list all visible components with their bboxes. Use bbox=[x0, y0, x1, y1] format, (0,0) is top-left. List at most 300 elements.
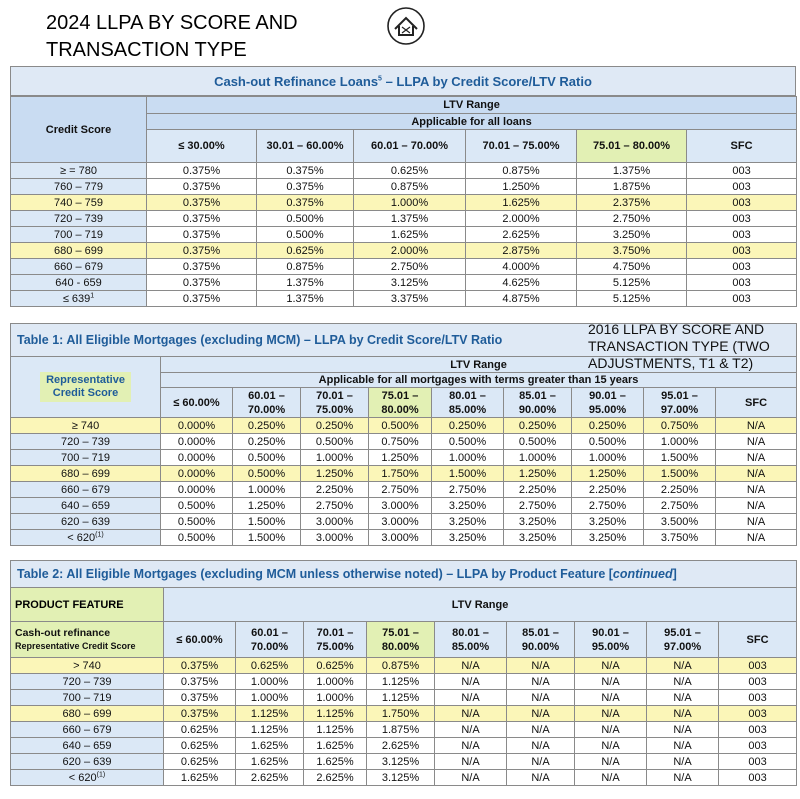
value-cell: 3.250% bbox=[432, 498, 504, 514]
value-cell: 0.000% bbox=[161, 418, 233, 434]
value-cell: N/A bbox=[647, 658, 719, 674]
table-row bbox=[11, 530, 797, 546]
table-b-col-header bbox=[301, 388, 369, 418]
table-a-value-cell: 0.875% bbox=[354, 179, 466, 195]
value-cell: 1.125% bbox=[304, 706, 367, 722]
table-a-row bbox=[11, 211, 797, 227]
table-c-col-header-line-1: 70.01 – bbox=[316, 626, 354, 639]
page-title-line-1: 2024 LLPA BY SCORE AND bbox=[46, 12, 298, 34]
score-sup: (1) bbox=[96, 770, 106, 778]
table-a-value-cell: 0.375% bbox=[147, 211, 257, 227]
table-c-col-header-line-2: 97.00% bbox=[663, 640, 702, 653]
table-b-col-header bbox=[233, 388, 301, 418]
value-cell: 0.000% bbox=[161, 434, 233, 450]
table-c bbox=[10, 560, 797, 786]
value-cell: 1.625% bbox=[236, 738, 304, 754]
score-cell bbox=[11, 466, 161, 482]
table-row bbox=[11, 498, 797, 514]
table-a-value-cell: 003 bbox=[687, 195, 797, 211]
rep-header-line-1: Representative bbox=[46, 374, 125, 386]
value-cell: 003 bbox=[719, 690, 797, 706]
score-label: 680 – 699 bbox=[61, 467, 110, 480]
value-cell: 0.375% bbox=[164, 658, 236, 674]
table-b-col-header bbox=[572, 388, 644, 418]
score-cell bbox=[11, 450, 161, 466]
table-b-col-header bbox=[644, 388, 716, 418]
value-cell: N/A bbox=[435, 674, 507, 690]
table-a-value-cell: 2.875% bbox=[466, 243, 577, 259]
value-cell: N/A bbox=[716, 418, 797, 434]
table-a-value-cell: 3.250% bbox=[577, 227, 687, 243]
table-a-col-header: SFC bbox=[687, 130, 797, 163]
table-a-value-cell: 1.250% bbox=[466, 179, 577, 195]
rep-score-label: Representative Credit Score bbox=[15, 640, 136, 651]
table-a-value-cell: 003 bbox=[687, 211, 797, 227]
table-a-score-cell bbox=[11, 227, 147, 243]
product-feature-header: PRODUCT FEATURE bbox=[11, 588, 164, 622]
table-row bbox=[11, 482, 797, 498]
value-cell: 2.625% bbox=[304, 770, 367, 786]
table-b-col-header-line-2: 75.00% bbox=[315, 403, 354, 416]
value-cell: 2.750% bbox=[301, 498, 369, 514]
table-c-col-header-line-2: 70.00% bbox=[250, 640, 289, 653]
overlay-note-line-2: TRANSACTION TYPE (TWO bbox=[588, 338, 770, 354]
table-b-col-header-line-1: 95.01 – bbox=[661, 389, 698, 402]
table-b-col-header-line-1: 75.01 – bbox=[381, 389, 419, 402]
table-a-value-cell: 0.375% bbox=[147, 179, 257, 195]
score-cell bbox=[11, 738, 164, 754]
value-cell: 1.000% bbox=[504, 450, 572, 466]
table-a-value-cell: 1.875% bbox=[577, 179, 687, 195]
table-b-col-header bbox=[369, 388, 432, 418]
value-cell: 2.250% bbox=[572, 482, 644, 498]
value-cell: 1.000% bbox=[304, 674, 367, 690]
table-b-ltv-range-header: LTV Range bbox=[161, 357, 797, 373]
table-b-col-header-line-1: 80.01 – bbox=[449, 389, 486, 402]
value-cell: 1.500% bbox=[432, 466, 504, 482]
table-b-col-header bbox=[504, 388, 572, 418]
table-b-col-header bbox=[432, 388, 504, 418]
value-cell: 2.250% bbox=[301, 482, 369, 498]
value-cell: 1.750% bbox=[369, 466, 432, 482]
table-a-value-cell: 4.750% bbox=[577, 259, 687, 275]
value-cell: 0.500% bbox=[504, 434, 572, 450]
table-b-col-header-line-1: 90.01 – bbox=[589, 389, 626, 402]
overlay-note-2016 bbox=[588, 321, 770, 372]
table-row bbox=[11, 418, 797, 434]
value-cell: N/A bbox=[435, 770, 507, 786]
value-cell: N/A bbox=[507, 738, 575, 754]
table-a-value-cell: 0.500% bbox=[257, 227, 354, 243]
value-cell: 003 bbox=[719, 770, 797, 786]
value-cell: 0.375% bbox=[164, 706, 236, 722]
score-label: 740 – 759 bbox=[54, 196, 103, 209]
value-cell: 003 bbox=[719, 722, 797, 738]
cashout-label: Cash-out refinance bbox=[15, 626, 111, 639]
table-a-value-cell: 1.000% bbox=[354, 195, 466, 211]
value-cell: 1.000% bbox=[233, 482, 301, 498]
value-cell: 3.500% bbox=[644, 514, 716, 530]
value-cell: 1.125% bbox=[367, 690, 435, 706]
table-c-col-header-line-2: 80.00% bbox=[381, 640, 420, 653]
table-b-caption: Table 1: All Eligible Mortgages (excluding MCM) – LLPA by Credit Score/LTV Ratio bbox=[11, 324, 797, 357]
rep-credit-score-header bbox=[11, 357, 161, 418]
value-cell: 3.250% bbox=[504, 530, 572, 546]
score-label: < 620 bbox=[68, 771, 97, 784]
table-b-col-header-line-2: 97.00% bbox=[660, 403, 699, 416]
table-a-value-cell: 2.000% bbox=[466, 211, 577, 227]
table-c-col-header bbox=[164, 622, 236, 658]
value-cell: N/A bbox=[647, 674, 719, 690]
table-a-value-cell: 003 bbox=[687, 179, 797, 195]
table-a-value-cell: 2.625% bbox=[466, 227, 577, 243]
value-cell: N/A bbox=[507, 658, 575, 674]
value-cell: 3.125% bbox=[367, 754, 435, 770]
table-a-score-cell bbox=[11, 163, 147, 179]
value-cell: 1.250% bbox=[369, 450, 432, 466]
value-cell: 003 bbox=[719, 706, 797, 722]
value-cell: 0.250% bbox=[432, 418, 504, 434]
cashout-rep-score-header bbox=[11, 622, 164, 658]
table-a-score-cell bbox=[11, 211, 147, 227]
table-2-product-feature bbox=[10, 560, 796, 786]
value-cell: N/A bbox=[435, 690, 507, 706]
value-cell: 0.500% bbox=[233, 450, 301, 466]
value-cell: 0.250% bbox=[572, 418, 644, 434]
house-logo-icon bbox=[386, 6, 426, 46]
value-cell: 1.625% bbox=[236, 754, 304, 770]
table-c-ltv-range-header: LTV Range bbox=[164, 588, 797, 622]
table-b-col-header-line-1: 85.01 – bbox=[519, 389, 556, 402]
value-cell: N/A bbox=[435, 754, 507, 770]
table-a-value-cell: 0.375% bbox=[147, 291, 257, 307]
table-b-col-header bbox=[716, 388, 797, 418]
value-cell: N/A bbox=[575, 722, 647, 738]
value-cell: N/A bbox=[647, 690, 719, 706]
score-label: 700 – 719 bbox=[61, 451, 110, 464]
table-a-value-cell: 1.375% bbox=[577, 163, 687, 179]
table-a-value-cell: 0.625% bbox=[257, 243, 354, 259]
table-b-col-header-line-2: 90.00% bbox=[518, 403, 557, 416]
overlay-note-line-3: ADJUSTMENTS, T1 & T2) bbox=[588, 355, 754, 371]
table-a-value-cell: 003 bbox=[687, 243, 797, 259]
value-cell: 003 bbox=[719, 738, 797, 754]
value-cell: N/A bbox=[647, 754, 719, 770]
value-cell: 0.500% bbox=[432, 434, 504, 450]
table-row bbox=[11, 450, 797, 466]
score-cell bbox=[11, 690, 164, 706]
table-a-caption-sup: 5 bbox=[378, 75, 382, 83]
table-a-value-cell: 2.000% bbox=[354, 243, 466, 259]
value-cell: 1.625% bbox=[304, 754, 367, 770]
table-a-value-cell: 003 bbox=[687, 259, 797, 275]
value-cell: N/A bbox=[647, 722, 719, 738]
table-a-value-cell: 003 bbox=[687, 275, 797, 291]
table-a-value-cell: 1.375% bbox=[354, 211, 466, 227]
table-a-col-header: 60.01 – 70.00% bbox=[354, 130, 466, 163]
value-cell: 0.000% bbox=[161, 466, 233, 482]
score-sup: (1) bbox=[95, 530, 104, 538]
value-cell: 1.250% bbox=[572, 466, 644, 482]
score-cell bbox=[11, 658, 164, 674]
table-b-col-header-line-1: 70.01 – bbox=[316, 389, 353, 402]
score-label: 720 – 739 bbox=[62, 675, 112, 688]
table-a-score-cell bbox=[11, 195, 147, 211]
value-cell: 0.500% bbox=[233, 466, 301, 482]
value-cell: 1.000% bbox=[572, 450, 644, 466]
overlay-note-line-1: 2016 LLPA BY SCORE AND bbox=[588, 321, 765, 337]
value-cell: 003 bbox=[719, 674, 797, 690]
value-cell: N/A bbox=[575, 770, 647, 786]
value-cell: 0.875% bbox=[367, 658, 435, 674]
table-c-col-header-line-1: 85.01 – bbox=[522, 626, 559, 639]
table-row bbox=[11, 706, 797, 722]
table-c-col-header bbox=[367, 622, 435, 658]
table-b-col-header-line-1: ≤ 60.00% bbox=[173, 396, 220, 409]
value-cell: 003 bbox=[719, 658, 797, 674]
table-a-value-cell: 1.625% bbox=[466, 195, 577, 211]
value-cell: N/A bbox=[716, 514, 797, 530]
table-a-row bbox=[11, 179, 797, 195]
table-c-col-header-line-1: 90.01 – bbox=[592, 626, 629, 639]
value-cell: 3.250% bbox=[432, 530, 504, 546]
value-cell: 0.750% bbox=[644, 418, 716, 434]
value-cell: 0.250% bbox=[504, 418, 572, 434]
table-b-col-header-line-1: 60.01 – bbox=[248, 389, 285, 402]
table-a-score-cell bbox=[11, 259, 147, 275]
table-a-value-cell: 3.750% bbox=[577, 243, 687, 259]
value-cell: N/A bbox=[575, 738, 647, 754]
score-cell bbox=[11, 722, 164, 738]
value-cell: 1.000% bbox=[301, 450, 369, 466]
table-a-value-cell: 003 bbox=[687, 291, 797, 307]
score-cell bbox=[11, 482, 161, 498]
value-cell: 1.625% bbox=[304, 738, 367, 754]
table-a-row bbox=[11, 275, 797, 291]
score-cell bbox=[11, 770, 164, 786]
value-cell: 2.625% bbox=[367, 738, 435, 754]
value-cell: 3.000% bbox=[301, 530, 369, 546]
score-label: ≤ 639 bbox=[62, 292, 91, 305]
score-cell bbox=[11, 706, 164, 722]
score-cell bbox=[11, 514, 161, 530]
value-cell: 0.625% bbox=[164, 722, 236, 738]
score-cell bbox=[11, 434, 161, 450]
table-a bbox=[10, 96, 797, 307]
value-cell: 0.375% bbox=[164, 674, 236, 690]
table-c-caption bbox=[11, 561, 797, 588]
table-c-col-header-line-1: 80.01 – bbox=[452, 626, 489, 639]
value-cell: N/A bbox=[647, 738, 719, 754]
table-a-value-cell: 3.375% bbox=[354, 291, 466, 307]
table-a-value-cell: 0.875% bbox=[466, 163, 577, 179]
value-cell: N/A bbox=[575, 690, 647, 706]
value-cell: 2.750% bbox=[572, 498, 644, 514]
value-cell: N/A bbox=[435, 658, 507, 674]
value-cell: 2.750% bbox=[644, 498, 716, 514]
value-cell: 1.125% bbox=[304, 722, 367, 738]
value-cell: 1.500% bbox=[233, 514, 301, 530]
score-label: 620 – 639 bbox=[61, 515, 110, 528]
table-c-caption-text: Table 2: All Eligible Mortgages (excluding MCM unless otherwise noted) – LLPA by Product Feature [ bbox=[17, 567, 613, 581]
score-label: < 620 bbox=[67, 531, 96, 544]
value-cell: 1.250% bbox=[233, 498, 301, 514]
table-a-value-cell: 0.375% bbox=[147, 243, 257, 259]
table-a-value-cell: 0.375% bbox=[147, 275, 257, 291]
value-cell: N/A bbox=[716, 498, 797, 514]
value-cell: 1.000% bbox=[432, 450, 504, 466]
value-cell: N/A bbox=[716, 450, 797, 466]
value-cell: 2.250% bbox=[504, 482, 572, 498]
table-b-col-header bbox=[161, 388, 233, 418]
value-cell: 2.750% bbox=[504, 498, 572, 514]
value-cell: 0.750% bbox=[369, 434, 432, 450]
value-cell: N/A bbox=[507, 754, 575, 770]
table-row bbox=[11, 770, 797, 786]
value-cell: N/A bbox=[716, 434, 797, 450]
score-cell bbox=[11, 418, 161, 434]
value-cell: 2.750% bbox=[432, 482, 504, 498]
score-label: 680 – 699 bbox=[62, 707, 112, 720]
table-row bbox=[11, 674, 797, 690]
value-cell: N/A bbox=[575, 674, 647, 690]
table-row bbox=[11, 466, 797, 482]
table-a-row bbox=[11, 291, 797, 307]
value-cell: 1.250% bbox=[301, 466, 369, 482]
table-a-value-cell: 0.375% bbox=[147, 227, 257, 243]
score-label: 640 - 659 bbox=[55, 276, 102, 289]
table-a-value-cell: 0.375% bbox=[257, 179, 354, 195]
table-a-row bbox=[11, 243, 797, 259]
table-a-value-cell: 4.875% bbox=[466, 291, 577, 307]
value-cell: 3.250% bbox=[504, 514, 572, 530]
table-a-col-header: 70.01 – 75.00% bbox=[466, 130, 577, 163]
table-c-col-header-line-2: 90.00% bbox=[521, 640, 560, 653]
table-a-col-header: ≤ 30.00% bbox=[147, 130, 257, 163]
table-a-value-cell: 5.125% bbox=[577, 291, 687, 307]
value-cell: 3.000% bbox=[301, 514, 369, 530]
score-sup: 1 bbox=[90, 291, 95, 299]
table-c-col-header bbox=[575, 622, 647, 658]
table-c-col-header-line-1: 95.01 – bbox=[664, 626, 701, 639]
value-cell: 0.625% bbox=[236, 658, 304, 674]
table-a-value-cell: 1.375% bbox=[257, 275, 354, 291]
value-cell: N/A bbox=[647, 770, 719, 786]
table-row bbox=[11, 754, 797, 770]
score-cell bbox=[11, 530, 161, 546]
score-label: 660 – 679 bbox=[54, 260, 103, 273]
table-c-caption-italic: continued bbox=[612, 567, 673, 581]
value-cell: N/A bbox=[507, 706, 575, 722]
table-a-col-header: 30.01 – 60.00% bbox=[257, 130, 354, 163]
score-label: > 740 bbox=[73, 659, 101, 672]
score-cell bbox=[11, 674, 164, 690]
table-b-col-header-line-2: 85.00% bbox=[448, 403, 487, 416]
value-cell: 1.250% bbox=[504, 466, 572, 482]
ltv-range-header: LTV Range bbox=[147, 97, 797, 114]
table-a-score-cell bbox=[11, 243, 147, 259]
table-row bbox=[11, 434, 797, 450]
score-cell bbox=[11, 754, 164, 770]
value-cell: 0.500% bbox=[301, 434, 369, 450]
score-cell bbox=[11, 498, 161, 514]
value-cell: N/A bbox=[507, 722, 575, 738]
value-cell: 1.000% bbox=[644, 434, 716, 450]
table-a-value-cell: 4.000% bbox=[466, 259, 577, 275]
table-row bbox=[11, 738, 797, 754]
table-a-value-cell: 3.125% bbox=[354, 275, 466, 291]
value-cell: 3.000% bbox=[369, 514, 432, 530]
table-c-col-header bbox=[236, 622, 304, 658]
table-a-value-cell: 0.375% bbox=[257, 163, 354, 179]
page-title bbox=[46, 10, 298, 64]
table-a-value-cell: 5.125% bbox=[577, 275, 687, 291]
score-label: 700 – 719 bbox=[54, 228, 103, 241]
value-cell: 0.250% bbox=[233, 418, 301, 434]
table-a-caption-text: Cash-out Refinance Loans bbox=[214, 74, 379, 89]
table-a-value-cell: 003 bbox=[687, 163, 797, 179]
value-cell: N/A bbox=[435, 706, 507, 722]
value-cell: 3.250% bbox=[572, 530, 644, 546]
table-a-value-cell: 2.750% bbox=[577, 211, 687, 227]
table-a-row bbox=[11, 163, 797, 179]
rep-header-line-2: Credit Score bbox=[52, 387, 119, 399]
table-a-caption bbox=[10, 66, 796, 96]
table-row bbox=[11, 722, 797, 738]
table-c-col-header bbox=[647, 622, 719, 658]
table-c-col-header-line-1: 75.01 – bbox=[382, 626, 419, 639]
value-cell: 1.000% bbox=[304, 690, 367, 706]
table-a-row bbox=[11, 227, 797, 243]
table-b-col-header-line-2: 70.00% bbox=[247, 403, 286, 416]
table-a-value-cell: 1.625% bbox=[354, 227, 466, 243]
table-1-2016 bbox=[10, 323, 796, 546]
value-cell: 1.125% bbox=[236, 706, 304, 722]
score-label: 700 – 719 bbox=[62, 691, 112, 704]
score-label: 640 – 659 bbox=[62, 739, 112, 752]
value-cell: 0.250% bbox=[233, 434, 301, 450]
value-cell: 3.750% bbox=[644, 530, 716, 546]
score-label: 680 – 699 bbox=[54, 244, 103, 257]
score-label: ≥ 740 bbox=[71, 419, 100, 432]
value-cell: 1.500% bbox=[233, 530, 301, 546]
value-cell: 2.750% bbox=[369, 482, 432, 498]
value-cell: N/A bbox=[647, 706, 719, 722]
value-cell: 0.500% bbox=[572, 434, 644, 450]
table-a-value-cell: 0.375% bbox=[147, 163, 257, 179]
table-a-value-cell: 003 bbox=[687, 227, 797, 243]
score-label: ≥ = 780 bbox=[60, 164, 97, 177]
table-a-row bbox=[11, 259, 797, 275]
value-cell: 1.000% bbox=[236, 674, 304, 690]
value-cell: 2.250% bbox=[644, 482, 716, 498]
table-a-value-cell: 0.375% bbox=[147, 259, 257, 275]
table-row bbox=[11, 658, 797, 674]
table-a-row bbox=[11, 195, 797, 211]
value-cell: 1.875% bbox=[367, 722, 435, 738]
table-a-value-cell: 1.375% bbox=[257, 291, 354, 307]
table-row bbox=[11, 514, 797, 530]
value-cell: 3.000% bbox=[369, 530, 432, 546]
value-cell: N/A bbox=[435, 738, 507, 754]
value-cell: 0.500% bbox=[161, 530, 233, 546]
table-c-col-header-line-2: 85.00% bbox=[451, 640, 490, 653]
table-a-value-cell: 2.750% bbox=[354, 259, 466, 275]
table-row bbox=[11, 690, 797, 706]
value-cell: 0.375% bbox=[164, 690, 236, 706]
table-a-score-cell bbox=[11, 291, 147, 307]
value-cell: 0.625% bbox=[164, 738, 236, 754]
